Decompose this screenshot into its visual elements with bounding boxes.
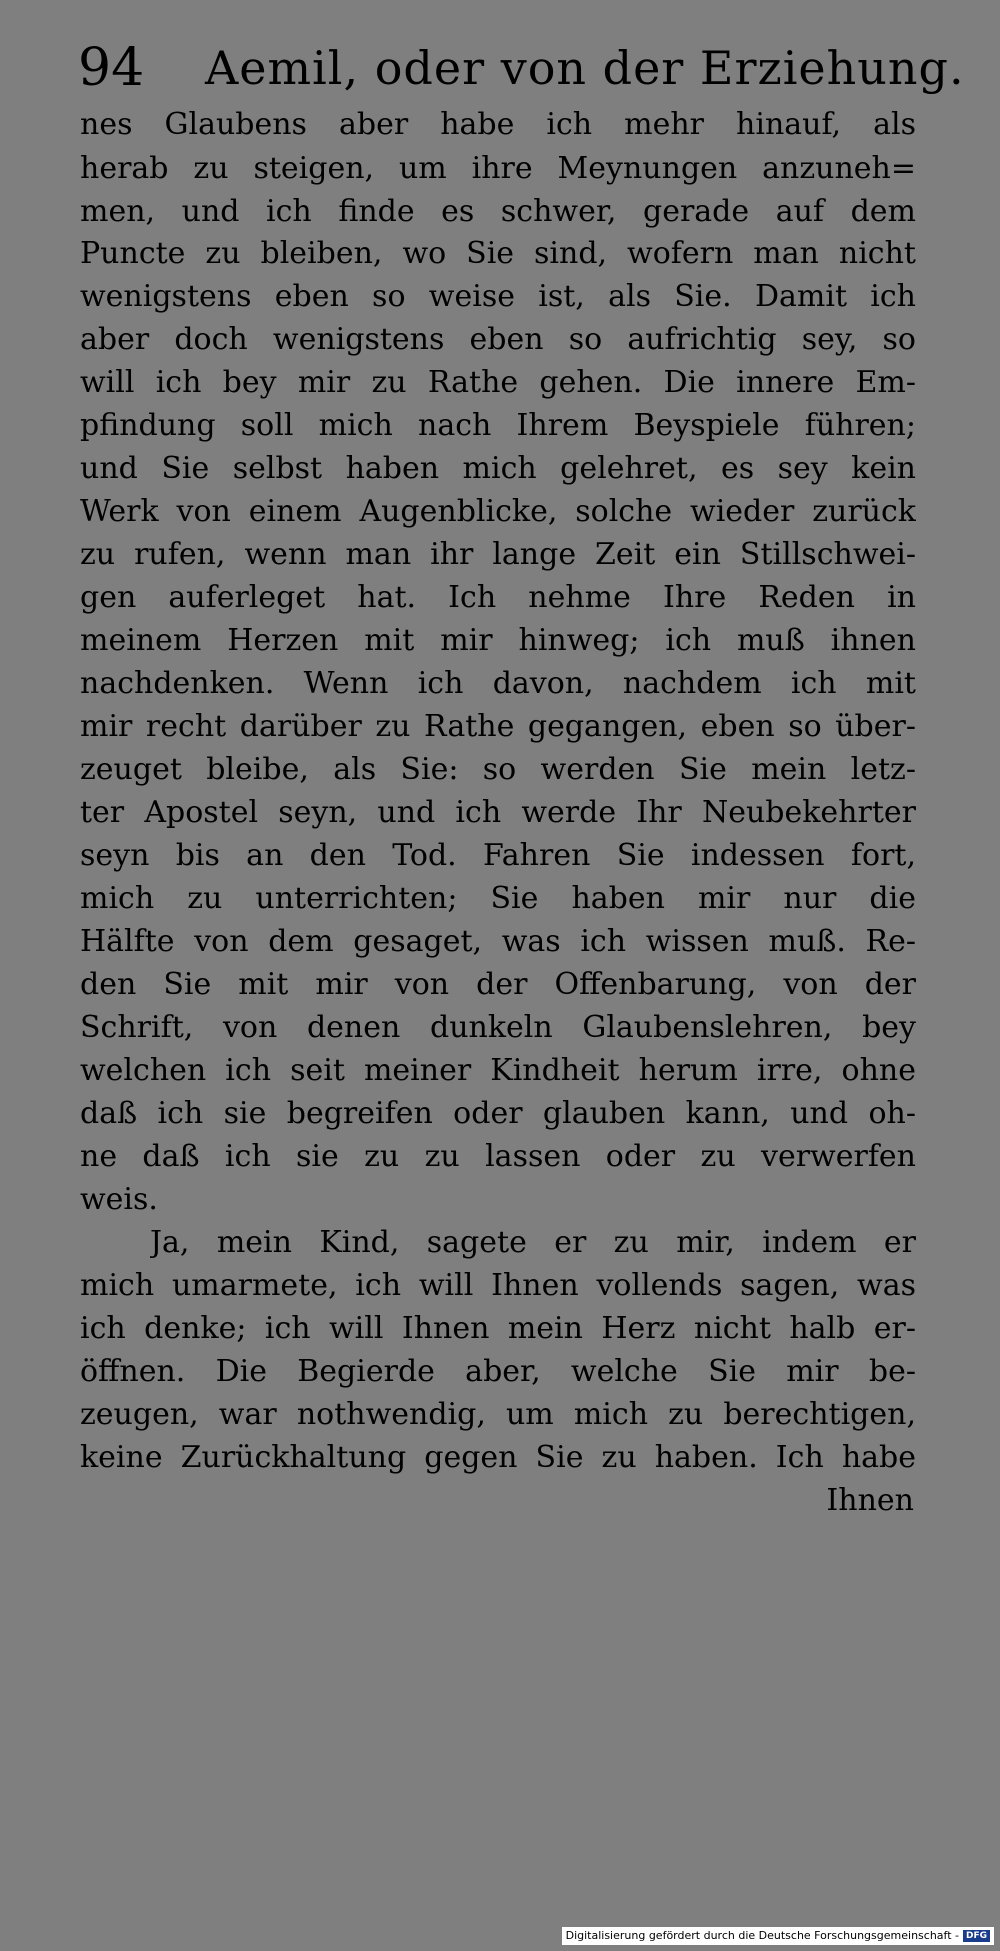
text-line: mich zu unterrichten; Sie haben mir nur die [80, 881, 916, 916]
text-line: zeugen, war nothwendig, um mich zu berechtigen, [80, 1397, 916, 1432]
credit-text: Digitalisierung gefördert durch die Deutsche Forschungsgemeinschaft - [565, 1929, 959, 1942]
page-number: 94 [78, 38, 145, 98]
text-line: öffnen. Die Begierde aber, welche Sie mir be- [80, 1354, 916, 1389]
text-line: und Sie selbst haben mich gelehret, es sey kein [80, 451, 916, 486]
text-line: mich umarmete, ich will Ihnen vollends sagen, was [80, 1268, 916, 1303]
text-line: seyn bis an den Tod. Fahren Sie indessen fort, [80, 838, 916, 873]
text-line: meinem Herzen mit mir hinweg; ich muß ihnen [80, 623, 916, 658]
dfg-logo: DFG [963, 1930, 990, 1942]
text-line: nachdenken. Wenn ich davon, nachdem ich mit [80, 666, 916, 701]
text-line: ter Apostel seyn, und ich werde Ihr Neubekehrter [80, 795, 916, 830]
digitization-credit [562, 1927, 994, 1945]
text-line: wenigstens eben so weise ist, als Sie. Damit ich [80, 279, 916, 314]
text-line: aber doch wenigstens eben so aufrichtig sey, so [80, 322, 916, 357]
text-line: pfindung soll mich nach Ihrem Beyspiele führen; [80, 408, 916, 443]
text-line: men, und ich finde es schwer, gerade auf dem [80, 194, 916, 229]
text-line: zeuget bleibe, als Sie: so werden Sie mein letz- [80, 752, 916, 787]
text-line: Schrift, von denen dunkeln Glaubenslehren, bey [80, 1010, 916, 1045]
text-line: weis. [80, 1182, 158, 1217]
text-line: ne daß ich sie zu zu lassen oder zu verwerfen [80, 1139, 916, 1174]
text-line: den Sie mit mir von der Offenbarung, von der [80, 967, 916, 1002]
text-line: ich denke; ich will Ihnen mein Herz nicht halb er- [80, 1311, 916, 1346]
text-line: zu rufen, wenn man ihr lange Zeit ein Stillschwei- [80, 537, 916, 572]
text-line: nes Glaubens aber habe ich mehr hinauf, als [80, 107, 916, 142]
text-line: herab zu steigen, um ihre Meynungen anzuneh= [80, 151, 916, 186]
text-line: will ich bey mir zu Rathe gehen. Die innere Em- [80, 365, 916, 400]
text-line: Hälfte von dem gesaget, was ich wissen muß. Re- [80, 924, 916, 959]
text-line: mir recht darüber zu Rathe gegangen, eben so über- [80, 709, 916, 744]
text-line: gen auferleget hat. Ich nehme Ihre Reden in [80, 580, 916, 615]
text-line: Werk von einem Augenblicke, solche wieder zurück [80, 494, 916, 529]
catchword: Ihnen [826, 1483, 914, 1518]
text-line: Ja, mein Kind, sagete er zu mir, indem er [150, 1225, 916, 1260]
running-title: Aemil, oder von der Erziehung. [205, 41, 965, 95]
text-line: welchen ich seit meiner Kindheit herum irre, ohne [80, 1053, 916, 1088]
text-line: Puncte zu bleiben, wo Sie sind, wofern man nicht [80, 236, 916, 271]
text-line: keine Zurückhaltung gegen Sie zu haben. Ich habe [80, 1440, 916, 1475]
text-line: daß ich sie begreifen oder glauben kann, und oh- [80, 1096, 916, 1131]
